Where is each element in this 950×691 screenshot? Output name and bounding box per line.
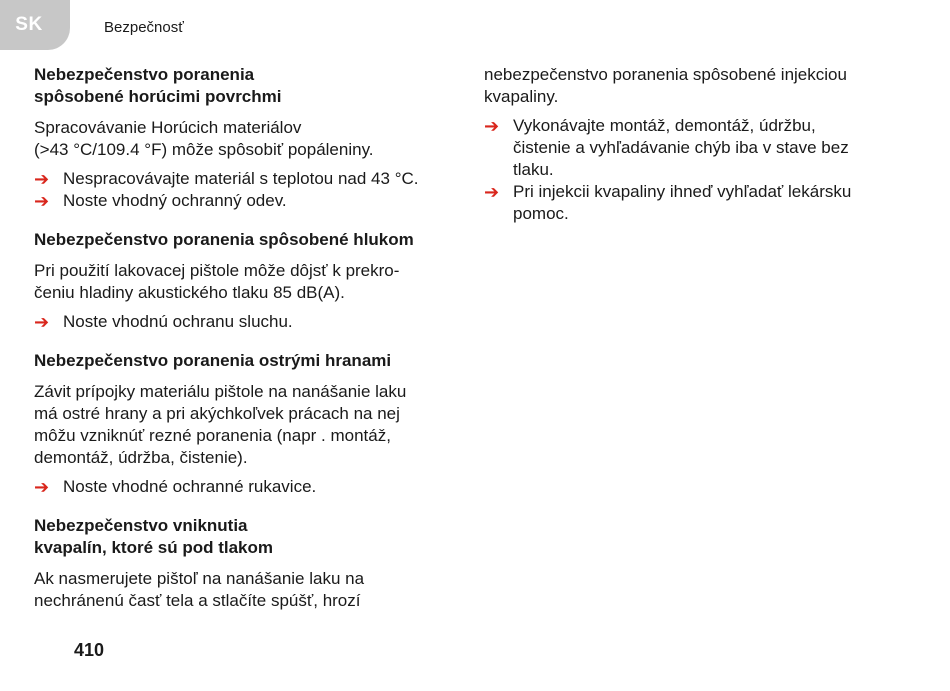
section-heading: Nebezpečenstvo vniknutia kvapalín, ktoré sú pod tlakom [34, 516, 274, 557]
bullet-text: Noste vhodnú ochranu sluchu. [63, 312, 293, 331]
bullet-text: Pri injekcii kvapaliny ihneď vyhľadať lekársku pomoc. [513, 182, 852, 223]
section-heading: Nebezpečenstvo poranenia ostrými hranami [34, 351, 392, 370]
section-heading: Nebezpečenstvo poranenia spôsobené hlukom [34, 230, 414, 249]
list-item [34, 311, 454, 333]
red-arrow-icon: ➔ [484, 116, 500, 136]
list-item [34, 168, 454, 190]
list-item [484, 181, 904, 225]
section-heading: Nebezpečenstvo poranenia spôsobené horúcimi povrchmi [34, 65, 282, 106]
chapter-title: Bezpečnosť [104, 19, 184, 36]
list-item [484, 115, 904, 181]
section-hot-surfaces [34, 64, 454, 212]
bullet-list [34, 168, 454, 212]
left-column [34, 64, 454, 629]
bullet-list [34, 311, 454, 333]
bullet-list [34, 476, 454, 498]
bullet-text: Vykonávajte montáž, demontáž, údržbu, čistenie a vyhľadávanie chýb iba v stave bez tlaku. [513, 116, 849, 179]
section-paragraph: Spracovávanie Horúcich materiálov (>43 °C/109.4 °F) môže spôsobiť popáleniny. [34, 118, 374, 159]
red-arrow-icon: ➔ [34, 191, 50, 211]
continued-paragraph: nebezpečenstvo poranenia spôsobené injekciou kvapaliny. [484, 65, 847, 106]
bullet-text: Noste vhodný ochranný odev. [63, 191, 287, 210]
section-paragraph: Pri použití lakovacej pištole môže dôjsť k prekro- čeniu hladiny akustického tlaku 85 dB(A). [34, 261, 400, 302]
red-arrow-icon: ➔ [34, 169, 50, 189]
list-item [34, 190, 454, 212]
bullet-text: Noste vhodné ochranné rukavice. [63, 477, 317, 496]
right-column [484, 64, 904, 225]
list-item [34, 476, 454, 498]
red-arrow-icon: ➔ [34, 477, 50, 497]
red-arrow-icon: ➔ [34, 312, 50, 332]
language-tab: SK [0, 0, 70, 50]
red-arrow-icon: ➔ [484, 182, 500, 202]
section-pressurized-fluids [34, 515, 454, 612]
section-paragraph: Závit prípojky materiálu pištole na nanášanie laku má ostré hrany a pri akýchkoľvek prácach na nej môžu vzniknúť rezné poranenia (napr . montáž, demontáž, údržba, čistenie). [34, 382, 407, 467]
bullet-list [484, 115, 904, 225]
section-paragraph: Ak nasmerujete pištoľ na nanášanie laku na nechránenú časť tela a stlačíte spúšť, hrozí [34, 569, 365, 610]
page-number: 410 [74, 640, 105, 660]
bullet-text: Nespracovávajte materiál s teplotou nad 43 °C. [63, 169, 419, 188]
section-noise [34, 229, 454, 333]
section-sharp-edges [34, 350, 454, 498]
